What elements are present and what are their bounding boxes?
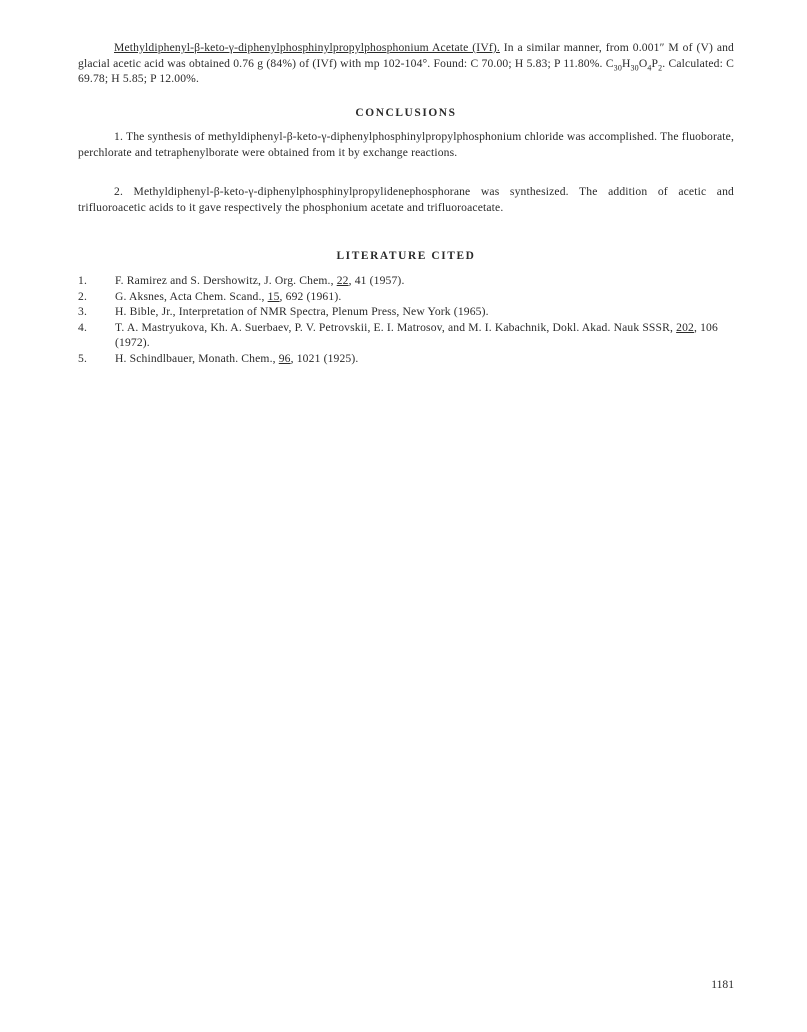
reference-text: G. Aksnes, Acta Chem. Scand.,	[115, 289, 268, 303]
experimental-paragraph	[78, 40, 734, 87]
reference-list	[78, 273, 734, 367]
reference-item	[78, 320, 734, 351]
reference-text: H. Schindlbauer, Monath. Chem.,	[115, 351, 279, 365]
formula-subscript: 4	[647, 62, 652, 72]
conclusion-item-2	[78, 184, 734, 215]
reference-item	[78, 304, 734, 320]
formula-subscript: 2	[658, 62, 663, 72]
reference-number: 4.	[78, 320, 87, 334]
page-number: 1181	[711, 978, 734, 991]
reference-number: 5.	[78, 351, 87, 365]
reference-item	[78, 351, 734, 367]
reference-text: T. A. Mastryukova, Kh. A. Suerbaev, P. V. Petrovskii, E. I. Matrosov, and M. I. Kabachnik, Dokl. Akad. Nauk SSSR,	[115, 320, 677, 334]
conclusion-item-1	[78, 129, 734, 160]
experimental-calculated: . Calculated: C 69.78; H 5.85; P 12.00%.	[78, 56, 734, 86]
reference-text-tail: , 1021 (1925).	[290, 351, 359, 365]
reference-volume: 96	[278, 351, 291, 365]
reference-volume: 202	[676, 320, 694, 334]
reference-item	[78, 289, 734, 305]
reference-item	[78, 273, 734, 289]
formula-element: O	[638, 56, 648, 70]
reference-number: 2.	[78, 289, 87, 303]
conclusions-heading: CONCLUSIONS	[355, 107, 457, 119]
compound-title: Methyldiphenyl-β-keto-γ-diphenylphosphinylpropylphosphonium Acetate (IVf).	[114, 41, 500, 54]
formula-subscript: 30	[630, 62, 639, 72]
experimental-text: In a similar manner, from 0.001″ M of (V) and glacial acetic acid was obtained 0.76 g (84%) of (IVf) with mp 102-104°. Found: C 70.00; H 5.83; P 11.80%. C	[78, 41, 735, 70]
reference-text: H. Bible, Jr., Interpretation of NMR Spectra, Plenum Press, New York (1965).	[115, 305, 489, 319]
reference-text-tail: , 692 (1961).	[279, 289, 342, 303]
reference-number: 1.	[78, 274, 87, 287]
reference-volume: 15	[267, 289, 280, 303]
conclusion-text-2: 2. Methyldiphenyl-β-keto-γ-diphenylphosphinylpropylidenephosphorane was synthesized. The addition of acetic and trifluoroacetic acids to it gave respectively the phosphonium acetate and trifluoroacetate.	[78, 185, 734, 214]
reference-volume: 22	[336, 274, 349, 287]
conclusion-text-1: 1. The synthesis of methyldiphenyl-β-keto-γ-diphenylphosphinylpropylphosphonium chloride was accomplished. The fluoborate, perchlorate and tetraphenylborate were obtained from it by exchange reactions.	[78, 130, 734, 159]
reference-number: 3.	[78, 305, 87, 319]
reference-text-tail: , 106 (1972).	[115, 320, 718, 350]
formula-element: H	[621, 56, 631, 70]
reference-text-tail: , 41 (1957).	[348, 274, 405, 287]
formula-subscript: 30	[613, 62, 622, 72]
reference-text: F. Ramirez and S. Dershowitz, J. Org. Chem.,	[115, 274, 337, 287]
literature-heading: LITERATURE CITED	[336, 250, 476, 262]
formula-element: P	[651, 56, 659, 70]
